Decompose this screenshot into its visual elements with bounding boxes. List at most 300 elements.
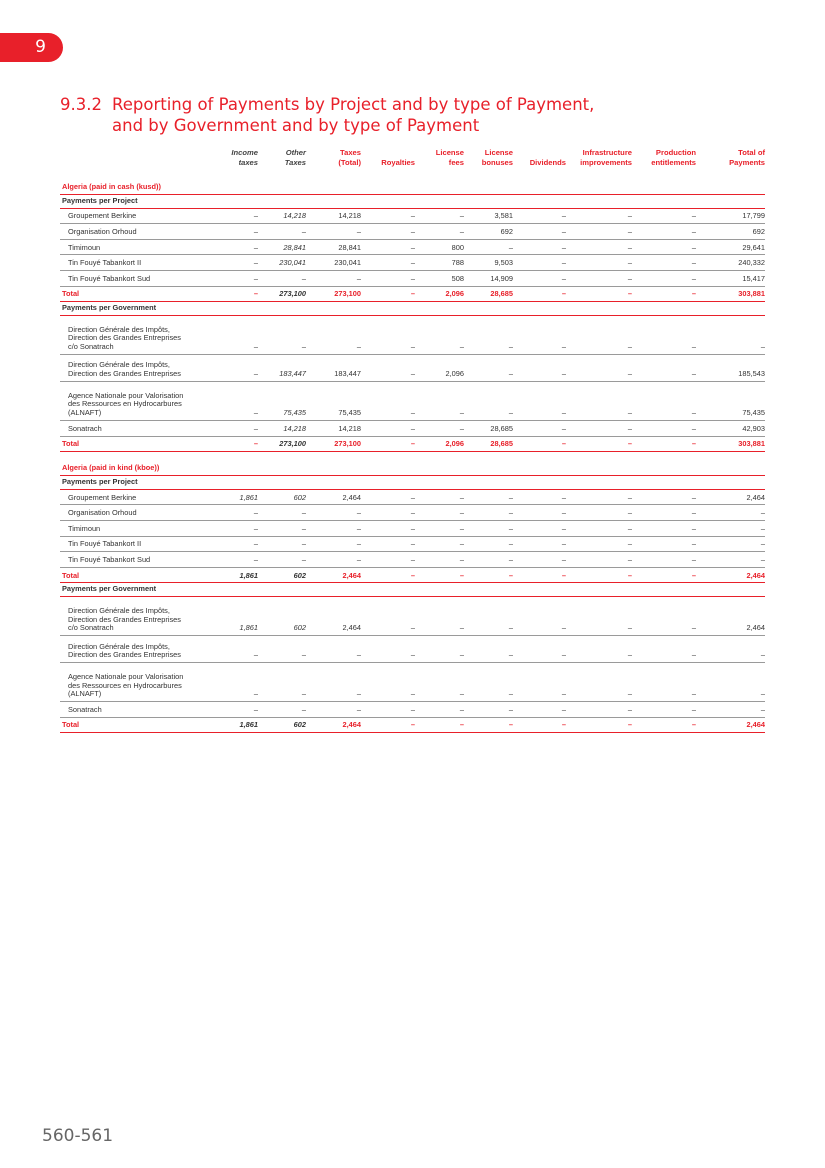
table-cell: – bbox=[513, 354, 566, 381]
table-cell: – bbox=[513, 489, 566, 505]
table-cell: – bbox=[306, 315, 361, 354]
table-cell: 1,861 bbox=[222, 717, 258, 733]
table-cell: – bbox=[415, 552, 464, 568]
header-blank bbox=[60, 148, 222, 171]
row-label-line: (ALNAFT) bbox=[68, 689, 102, 699]
table-cell: – bbox=[222, 436, 258, 452]
table-row bbox=[60, 489, 765, 505]
column-header bbox=[632, 148, 696, 171]
table-cell: 2,464 bbox=[306, 567, 361, 583]
table-header-row bbox=[60, 148, 765, 171]
column-header-line2: entitlements bbox=[651, 157, 696, 167]
column-header-line2: bonuses bbox=[481, 157, 513, 167]
row-label-line: des Ressources en Hydrocarbures bbox=[68, 399, 182, 409]
table-cell: – bbox=[415, 381, 464, 420]
table-cell: – bbox=[513, 536, 566, 552]
table-cell: – bbox=[566, 597, 632, 636]
table-cell: – bbox=[513, 663, 566, 702]
table-cell: – bbox=[632, 663, 696, 702]
total-row bbox=[60, 436, 765, 452]
column-header bbox=[222, 148, 258, 171]
column-header-line2: improvements bbox=[580, 157, 632, 167]
table-cell: 183,447 bbox=[258, 354, 306, 381]
table-cell: – bbox=[513, 420, 566, 436]
table-cell: – bbox=[306, 520, 361, 536]
column-header-line1: Income bbox=[231, 148, 258, 157]
table-cell: – bbox=[566, 286, 632, 302]
table-cell: – bbox=[361, 270, 415, 286]
row-label bbox=[60, 636, 222, 663]
table-cell: – bbox=[222, 315, 258, 354]
table-cell: 273,100 bbox=[306, 436, 361, 452]
table-cell: 17,799 bbox=[696, 208, 765, 224]
table-cell: – bbox=[632, 255, 696, 271]
table-cell: – bbox=[222, 536, 258, 552]
row-label: Tin Fouyé Tabankort Sud bbox=[60, 552, 222, 568]
row-label: Sonatrach bbox=[60, 420, 222, 436]
table-cell: – bbox=[415, 520, 464, 536]
table-cell: – bbox=[258, 552, 306, 568]
table-cell: – bbox=[361, 597, 415, 636]
table-cell: – bbox=[513, 270, 566, 286]
table-cell: – bbox=[632, 208, 696, 224]
table-cell: – bbox=[464, 239, 513, 255]
table-cell: – bbox=[464, 567, 513, 583]
table-cell: 183,447 bbox=[306, 354, 361, 381]
table-cell: 2,464 bbox=[306, 717, 361, 733]
table-cell: – bbox=[632, 597, 696, 636]
table-cell: – bbox=[306, 663, 361, 702]
table-cell: – bbox=[306, 270, 361, 286]
table-cell: – bbox=[632, 702, 696, 718]
table-cell: – bbox=[566, 420, 632, 436]
table-cell: 273,100 bbox=[258, 286, 306, 302]
table-cell: – bbox=[513, 224, 566, 240]
table-cell: 28,685 bbox=[464, 420, 513, 436]
table-cell: – bbox=[222, 286, 258, 302]
table-cell: – bbox=[632, 354, 696, 381]
table-cell: – bbox=[632, 239, 696, 255]
table-cell: 28,841 bbox=[258, 239, 306, 255]
table-cell: – bbox=[632, 420, 696, 436]
table-cell: – bbox=[415, 224, 464, 240]
column-header-line1: License bbox=[435, 148, 464, 157]
table-cell: – bbox=[361, 381, 415, 420]
table-cell: – bbox=[361, 717, 415, 733]
table-cell: – bbox=[222, 270, 258, 286]
column-header-line2: taxes bbox=[238, 157, 258, 167]
table-cell: – bbox=[632, 436, 696, 452]
row-label: Tin Fouyé Tabankort II bbox=[60, 536, 222, 552]
table-cell: – bbox=[258, 702, 306, 718]
table-cell: – bbox=[361, 636, 415, 663]
column-header-line1: Infrastructure bbox=[582, 148, 632, 157]
table-cell: – bbox=[632, 270, 696, 286]
table-cell: 788 bbox=[415, 255, 464, 271]
table-cell: – bbox=[415, 489, 464, 505]
table-cell: – bbox=[222, 636, 258, 663]
total-row bbox=[60, 286, 765, 302]
column-header-line2: Payments bbox=[729, 157, 765, 167]
total-row bbox=[60, 567, 765, 583]
table-cell: – bbox=[222, 520, 258, 536]
table-cell: 602 bbox=[258, 567, 306, 583]
table-row bbox=[60, 255, 765, 271]
table-cell: – bbox=[415, 420, 464, 436]
table-cell: – bbox=[361, 663, 415, 702]
section-heading bbox=[60, 94, 680, 136]
row-label-line: Direction Générale des Impôts, bbox=[68, 360, 170, 370]
chapter-tab: 9 bbox=[0, 33, 63, 62]
table-cell: 14,218 bbox=[258, 420, 306, 436]
table-cell: – bbox=[632, 286, 696, 302]
table-cell: – bbox=[464, 505, 513, 521]
row-label: Timimoun bbox=[60, 520, 222, 536]
table-row bbox=[60, 420, 765, 436]
table-cell: – bbox=[361, 489, 415, 505]
table-cell: – bbox=[513, 208, 566, 224]
table-cell: – bbox=[566, 381, 632, 420]
payments-table bbox=[60, 148, 765, 733]
table-cell: – bbox=[258, 536, 306, 552]
column-header bbox=[464, 148, 513, 171]
column-header bbox=[258, 148, 306, 171]
table-cell: 303,881 bbox=[696, 286, 765, 302]
subsection-title: Payments per Project bbox=[60, 194, 765, 208]
table-cell: – bbox=[513, 567, 566, 583]
table-cell: – bbox=[361, 286, 415, 302]
table-cell: – bbox=[258, 315, 306, 354]
table-cell: – bbox=[306, 702, 361, 718]
row-label: Groupement Berkine bbox=[60, 208, 222, 224]
section-number: 9.3.2 bbox=[60, 95, 102, 114]
row-label: Total bbox=[60, 436, 222, 452]
column-header bbox=[566, 148, 632, 171]
table-cell: – bbox=[306, 552, 361, 568]
table-cell: – bbox=[513, 520, 566, 536]
table-cell: – bbox=[361, 239, 415, 255]
table-cell: – bbox=[513, 505, 566, 521]
table-cell: – bbox=[566, 717, 632, 733]
table-cell: – bbox=[513, 239, 566, 255]
table-cell: – bbox=[566, 567, 632, 583]
row-label-line: Direction Générale des Impôts, bbox=[68, 324, 170, 334]
table-cell: 14,218 bbox=[306, 208, 361, 224]
table-cell: 2,464 bbox=[696, 597, 765, 636]
table-cell: 1,861 bbox=[222, 567, 258, 583]
table-cell: 75,435 bbox=[306, 381, 361, 420]
section-header-row bbox=[60, 452, 765, 476]
row-label bbox=[60, 354, 222, 381]
row-label bbox=[60, 597, 222, 636]
table-row bbox=[60, 270, 765, 286]
column-header bbox=[415, 148, 464, 171]
row-label: Groupement Berkine bbox=[60, 489, 222, 505]
table-cell: – bbox=[566, 354, 632, 381]
table-cell: 800 bbox=[415, 239, 464, 255]
table-cell: – bbox=[566, 520, 632, 536]
column-header bbox=[696, 148, 765, 171]
table-cell: – bbox=[464, 489, 513, 505]
table-cell: – bbox=[632, 520, 696, 536]
table-cell: – bbox=[464, 702, 513, 718]
table-cell: – bbox=[513, 381, 566, 420]
column-header-line2: Royalties bbox=[381, 157, 415, 167]
column-header-line1: Other bbox=[285, 148, 306, 157]
table-cell: – bbox=[415, 717, 464, 733]
column-header-line2: fees bbox=[448, 157, 464, 167]
table-cell: 508 bbox=[415, 270, 464, 286]
table-cell: – bbox=[632, 536, 696, 552]
table-body bbox=[60, 171, 765, 733]
table-row bbox=[60, 315, 765, 354]
table-cell: – bbox=[222, 420, 258, 436]
table-cell: – bbox=[306, 505, 361, 521]
table-cell: – bbox=[415, 567, 464, 583]
row-label-line: Direction des Grandes Entreprises bbox=[68, 369, 181, 379]
table-cell: – bbox=[513, 636, 566, 663]
row-label: Tin Fouyé Tabankort Sud bbox=[60, 270, 222, 286]
table-cell: – bbox=[222, 354, 258, 381]
section-header-row bbox=[60, 171, 765, 194]
table-cell: 15,417 bbox=[696, 270, 765, 286]
table-cell: 1,861 bbox=[222, 489, 258, 505]
table-cell: – bbox=[566, 224, 632, 240]
table-cell: 185,543 bbox=[696, 354, 765, 381]
table-row bbox=[60, 208, 765, 224]
table-cell: 14,218 bbox=[258, 208, 306, 224]
table-cell: – bbox=[566, 436, 632, 452]
table-row bbox=[60, 381, 765, 420]
row-label: Sonatrach bbox=[60, 702, 222, 718]
table-cell: – bbox=[464, 597, 513, 636]
column-header bbox=[361, 148, 415, 171]
table-cell: – bbox=[632, 567, 696, 583]
column-header-line1: License bbox=[484, 148, 513, 157]
row-label-line: Direction des Grandes Entreprises bbox=[68, 650, 181, 660]
table-cell: – bbox=[222, 239, 258, 255]
table-row bbox=[60, 552, 765, 568]
table-cell: – bbox=[632, 636, 696, 663]
table-cell: 2,464 bbox=[306, 597, 361, 636]
row-label bbox=[60, 663, 222, 702]
table-cell: – bbox=[415, 208, 464, 224]
table-cell: – bbox=[222, 208, 258, 224]
table-cell: – bbox=[566, 505, 632, 521]
payments-table-container bbox=[60, 148, 765, 733]
column-header-line1: Production bbox=[655, 148, 696, 157]
table-cell: – bbox=[566, 536, 632, 552]
column-header bbox=[306, 148, 361, 171]
table-cell: – bbox=[258, 224, 306, 240]
table-cell: 602 bbox=[258, 489, 306, 505]
table-cell: 2,096 bbox=[415, 354, 464, 381]
table-cell: 230,041 bbox=[306, 255, 361, 271]
table-cell: – bbox=[306, 536, 361, 552]
table-cell: – bbox=[222, 702, 258, 718]
table-cell: 14,218 bbox=[306, 420, 361, 436]
row-label-line: (ALNAFT) bbox=[68, 408, 102, 418]
table-cell: – bbox=[566, 489, 632, 505]
table-cell: – bbox=[513, 315, 566, 354]
column-header-line2: Dividends bbox=[529, 157, 566, 167]
table-cell: – bbox=[632, 315, 696, 354]
table-cell: – bbox=[361, 420, 415, 436]
table-cell: – bbox=[566, 208, 632, 224]
row-label-line: c/o Sonatrach bbox=[68, 623, 114, 633]
row-label-line: Direction Générale des Impôts, bbox=[68, 605, 170, 615]
table-cell: – bbox=[464, 663, 513, 702]
table-cell: – bbox=[258, 505, 306, 521]
table-cell: – bbox=[632, 717, 696, 733]
table-cell: – bbox=[696, 520, 765, 536]
table-cell: – bbox=[258, 663, 306, 702]
table-cell: 273,100 bbox=[258, 436, 306, 452]
row-label-line: Direction des Grandes Entreprises bbox=[68, 614, 181, 624]
table-cell: 3,581 bbox=[464, 208, 513, 224]
table-cell: – bbox=[464, 717, 513, 733]
subsection-title: Payments per Government bbox=[60, 583, 765, 597]
row-label-line: Direction des Grandes Entreprises bbox=[68, 333, 181, 343]
subsection-header-row bbox=[60, 475, 765, 489]
table-cell: – bbox=[464, 552, 513, 568]
table-cell: 28,685 bbox=[464, 286, 513, 302]
table-cell: 2,464 bbox=[696, 489, 765, 505]
table-cell: – bbox=[464, 520, 513, 536]
table-row bbox=[60, 239, 765, 255]
row-label: Organisation Orhoud bbox=[60, 505, 222, 521]
row-label: Total bbox=[60, 286, 222, 302]
column-header-line2: (Total) bbox=[338, 157, 361, 167]
table-cell: – bbox=[566, 663, 632, 702]
table-cell: 9,503 bbox=[464, 255, 513, 271]
table-cell: 273,100 bbox=[306, 286, 361, 302]
table-cell: – bbox=[222, 224, 258, 240]
row-label: Total bbox=[60, 567, 222, 583]
table-cell: – bbox=[361, 315, 415, 354]
subsection-header-row bbox=[60, 583, 765, 597]
table-cell: – bbox=[361, 552, 415, 568]
total-row bbox=[60, 717, 765, 733]
table-cell: – bbox=[513, 717, 566, 733]
row-label-line: Agence Nationale pour Valorisation bbox=[68, 671, 184, 681]
table-cell: – bbox=[415, 315, 464, 354]
table-cell: 602 bbox=[258, 717, 306, 733]
table-cell: – bbox=[361, 520, 415, 536]
table-cell: 2,464 bbox=[696, 567, 765, 583]
table-cell: – bbox=[361, 567, 415, 583]
table-row bbox=[60, 702, 765, 718]
table-cell: – bbox=[632, 224, 696, 240]
table-cell: – bbox=[696, 702, 765, 718]
table-cell: – bbox=[361, 702, 415, 718]
table-cell: – bbox=[258, 270, 306, 286]
table-cell: – bbox=[632, 552, 696, 568]
table-cell: – bbox=[415, 663, 464, 702]
table-cell: – bbox=[696, 315, 765, 354]
column-header bbox=[513, 148, 566, 171]
table-cell: – bbox=[632, 381, 696, 420]
table-cell: – bbox=[415, 636, 464, 663]
table-row bbox=[60, 536, 765, 552]
table-cell: – bbox=[566, 270, 632, 286]
table-cell: – bbox=[415, 505, 464, 521]
table-cell: 2,096 bbox=[415, 436, 464, 452]
row-label-line: Direction Générale des Impôts, bbox=[68, 641, 170, 651]
table-cell: 240,332 bbox=[696, 255, 765, 271]
table-cell: – bbox=[696, 636, 765, 663]
row-label bbox=[60, 381, 222, 420]
table-row bbox=[60, 636, 765, 663]
row-label: Tin Fouyé Tabankort II bbox=[60, 255, 222, 271]
table-cell: – bbox=[222, 255, 258, 271]
table-cell: – bbox=[566, 315, 632, 354]
table-cell: – bbox=[258, 636, 306, 663]
table-cell: 692 bbox=[696, 224, 765, 240]
table-row bbox=[60, 597, 765, 636]
table-row bbox=[60, 663, 765, 702]
table-cell: 2,464 bbox=[306, 489, 361, 505]
table-cell: – bbox=[464, 315, 513, 354]
row-label-line: c/o Sonatrach bbox=[68, 342, 114, 352]
table-cell: – bbox=[361, 255, 415, 271]
table-cell: 602 bbox=[258, 597, 306, 636]
table-cell: – bbox=[566, 702, 632, 718]
table-cell: – bbox=[696, 552, 765, 568]
column-header-line1: Total of bbox=[738, 148, 765, 157]
table-cell: – bbox=[306, 224, 361, 240]
table-cell: 2,096 bbox=[415, 286, 464, 302]
row-label-line: Agence Nationale pour Valorisation bbox=[68, 390, 184, 400]
table-cell: – bbox=[632, 505, 696, 521]
row-label: Timimoun bbox=[60, 239, 222, 255]
table-cell: 2,464 bbox=[696, 717, 765, 733]
row-label: Total bbox=[60, 717, 222, 733]
table-cell: – bbox=[464, 354, 513, 381]
table-cell: – bbox=[222, 381, 258, 420]
table-cell: – bbox=[222, 552, 258, 568]
table-cell: – bbox=[696, 663, 765, 702]
table-cell: – bbox=[696, 505, 765, 521]
section-title: Algeria (paid in cash (kusd)) bbox=[60, 171, 765, 194]
table-cell: – bbox=[513, 702, 566, 718]
subsection-header-row bbox=[60, 302, 765, 316]
table-cell: – bbox=[464, 536, 513, 552]
row-label bbox=[60, 315, 222, 354]
table-cell: – bbox=[566, 239, 632, 255]
table-row bbox=[60, 354, 765, 381]
table-cell: – bbox=[361, 436, 415, 452]
column-header-line2: Taxes bbox=[284, 157, 306, 167]
table-cell: – bbox=[361, 505, 415, 521]
table-cell: – bbox=[222, 663, 258, 702]
table-cell: – bbox=[566, 255, 632, 271]
table-cell: – bbox=[513, 286, 566, 302]
table-cell: – bbox=[361, 224, 415, 240]
table-cell: – bbox=[566, 552, 632, 568]
table-cell: – bbox=[464, 636, 513, 663]
table-cell: 75,435 bbox=[696, 381, 765, 420]
table-cell: – bbox=[306, 636, 361, 663]
table-cell: – bbox=[258, 520, 306, 536]
table-cell: 692 bbox=[464, 224, 513, 240]
row-label-line: des Ressources en Hydrocarbures bbox=[68, 680, 182, 690]
page-number: 560-561 bbox=[42, 1126, 114, 1146]
table-cell: 75,435 bbox=[258, 381, 306, 420]
table-cell: – bbox=[513, 597, 566, 636]
section-title: Algeria (paid in kind (kboe)) bbox=[60, 452, 765, 476]
table-cell: 303,881 bbox=[696, 436, 765, 452]
